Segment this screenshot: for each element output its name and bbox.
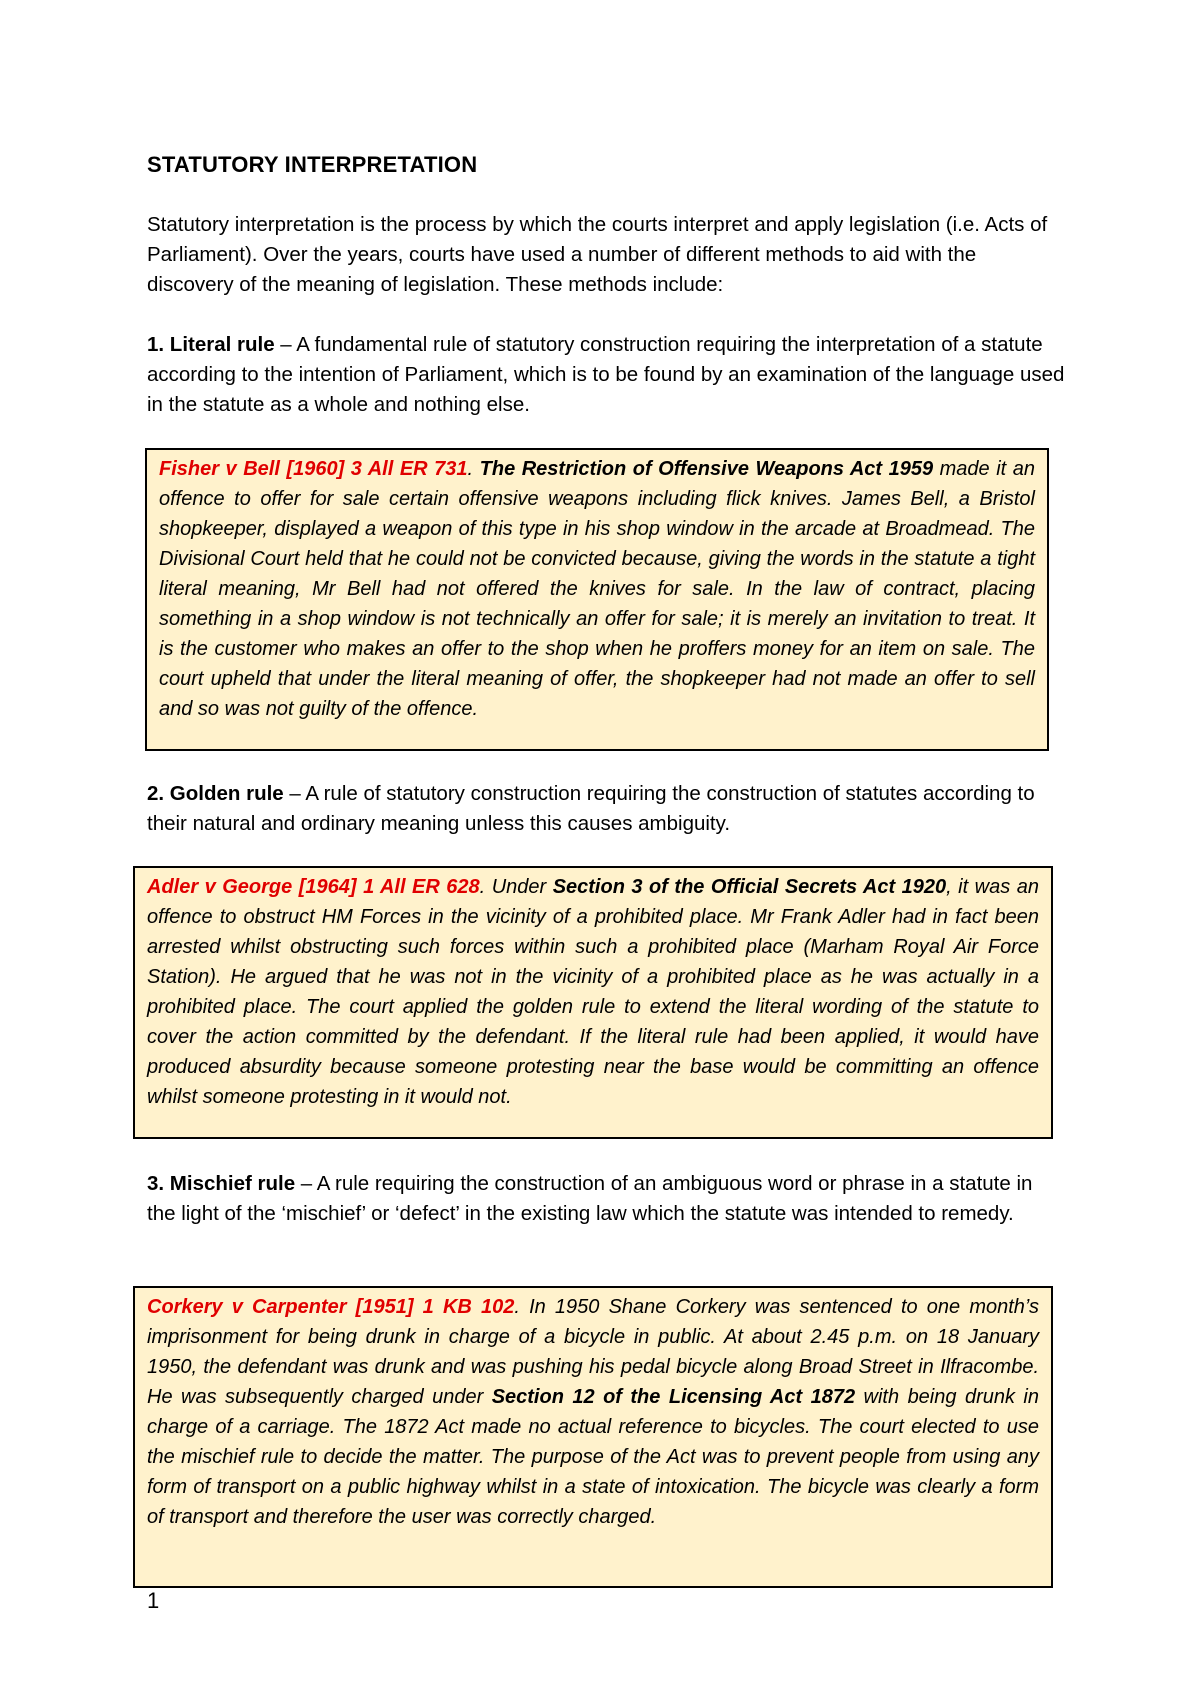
document-title: STATUTORY INTERPRETATION: [147, 152, 478, 177]
case-separator: . In 1950 Shane Corkery was sentenced to one month’s imprisonment for being drunk in charge of a bicycle in public. At about 2.45 p.m. on 18 January 1950, the defendant was drunk and was pushing his pedal bicycle along Broad Street in Ilfracombe. He was subsequently charged under: [147, 1296, 1039, 1408]
rule-heading: 1. Literal rule: [147, 333, 275, 356]
case-body: with being drunk in charge of a carriage. The 1872 Act made no actual reference to bicycles. The court elected to use the mischief rule to decide the matter. The purpose of the Act was to prevent people from using any form of transport on a public highway whilst in a state of intoxication. The bicycle was clearly a form of transport and therefore the user was correctly charged.: [147, 1386, 1039, 1528]
rule-text: – A rule requiring the construction of an ambiguous word or phrase in a statute in the light of the ‘mischief’ or ‘defect’ in the existing law which the statute was intended to remedy.: [147, 1172, 1033, 1225]
rule-literal: [147, 330, 1065, 420]
case-statute: Section 3 of the Official Secrets Act 1920: [552, 876, 947, 898]
case-body: made it an offence to offer for sale certain offensive weapons including flick knives. James Bell, a Bristol shopkeeper, displayed a weapon of this type in his shop window in the arcade at Broadmead. The Divisional Court held that he could not be convicted because, giving the words in the statute a tight literal meaning, Mr Bell had not offered the knives for sale. In the law of contract, placing something in a shop window is not technically an offer for sale; it is merely an invitation to treat. It is the customer who makes an offer to the shop when he proffers money for an item on sale. The court upheld that under the literal meaning of offer, the shopkeeper had not made an offer to sell and so was not guilty of the offence.: [159, 458, 1035, 720]
case-statute: Section 12 of the Licensing Act 1872: [491, 1386, 856, 1408]
case-body: , it was an offence to obstruct HM Forces in the vicinity of a prohibited place. Mr Frank Adler had in fact been arrested whilst obstructing such forces within such a prohibited place (Marham Royal Air Force Station). He argued that he was not in the vicinity of a prohibited place as he was actually in a prohibited place. The court applied the golden rule to extend the literal wording of the statute to cover the action committed by the defendant. If the literal rule had been applied, it would have produced absurdity because someone protesting near the base would be committing an offence whilst someone protesting in it would not.: [147, 876, 1039, 1108]
page-number: 1: [147, 1588, 160, 1613]
rule-text: – A rule of statutory construction requiring the construction of statutes according to their natural and ordinary meaning unless this causes ambiguity.: [147, 782, 1035, 835]
case-box-corkery-v-carpenter: [133, 1286, 1053, 1588]
rule-text: – A fundamental rule of statutory construction requiring the interpretation of a statute according to the intention of Parliament, which is to be found by an examination of the language used in the statute as a whole and nothing else.: [147, 333, 1065, 416]
case-citation: Corkery v Carpenter [1951] 1 KB 102: [147, 1296, 515, 1318]
case-box-fisher-v-bell: [145, 448, 1049, 751]
rule-mischief: [147, 1169, 1065, 1229]
case-separator: . Under: [479, 876, 553, 898]
rule-heading: 3. Mischief rule: [147, 1172, 296, 1195]
case-statute: The Restriction of Offensive Weapons Act 1959: [479, 458, 934, 480]
case-separator: .: [467, 458, 480, 480]
intro-paragraph: Statutory interpretation is the process by which the courts interpret and apply legislation (i.e. Acts of Parliament). Over the years, courts have used a number of different methods to aid with the discovery of the meaning of legislation. These methods include:: [147, 213, 1048, 296]
case-box-adler-v-george: [133, 866, 1053, 1139]
case-citation: Adler v George [1964] 1 All ER 628: [147, 876, 480, 898]
rule-heading: 2. Golden rule: [147, 782, 284, 805]
case-citation: Fisher v Bell [1960] 3 All ER 731: [159, 458, 468, 480]
rule-golden: [147, 779, 1065, 839]
